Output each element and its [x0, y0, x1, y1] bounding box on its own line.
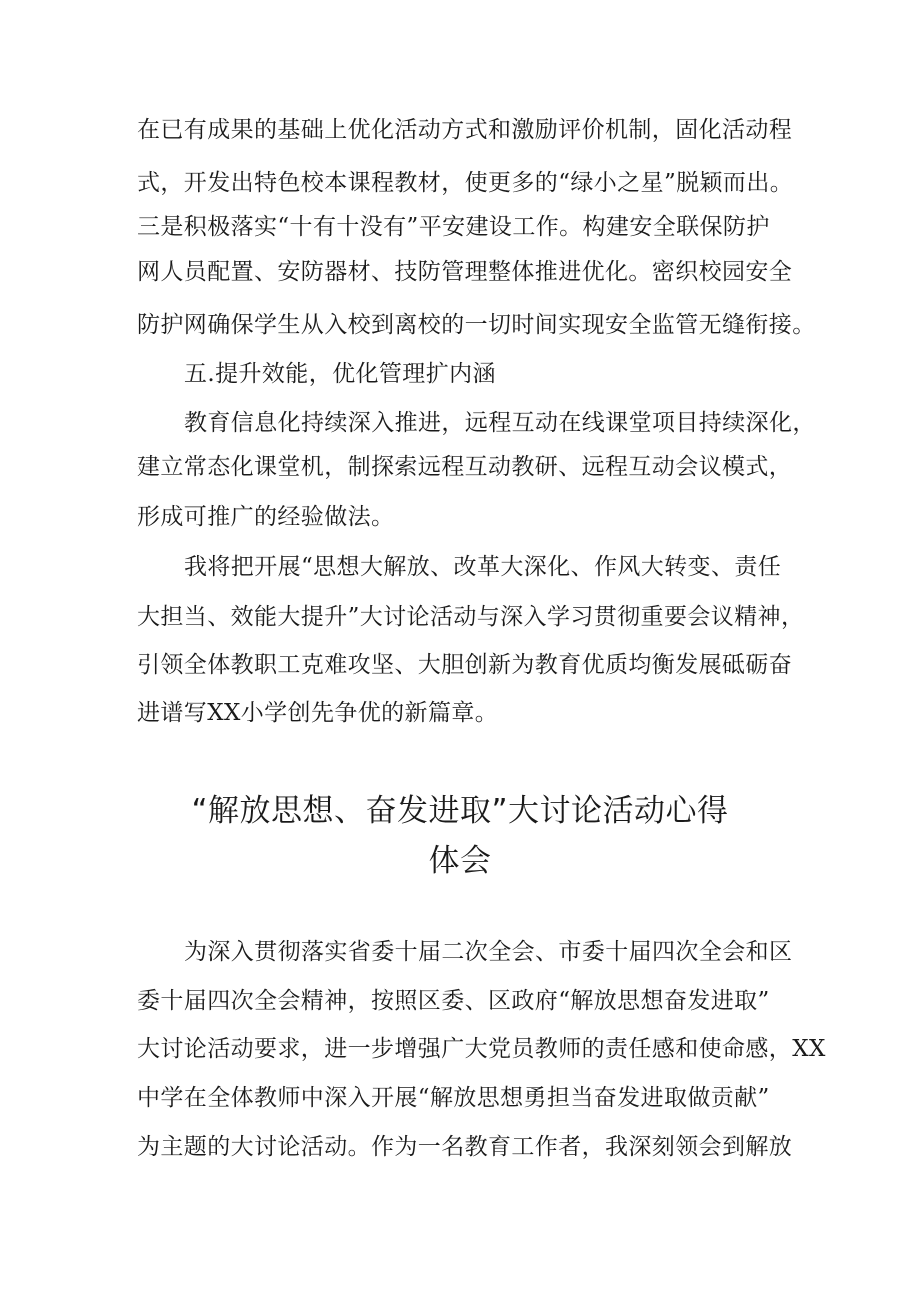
- article-title: “解放思想、奋发进取”大讨论活动心得: [191, 793, 729, 829]
- body-text-line: 中学在全体教师中深入开展“解放思想勇担当奋发进取做贡献”: [137, 1085, 770, 1111]
- body-text-line: 大讨论活动要求，进一步增强广大党员教师的责任感和使命感，XX: [137, 1036, 826, 1062]
- body-text-line: 防护网确保学生从入校到离校的一切时间实现安全监管无缝衔接。: [137, 312, 816, 338]
- body-text-line: 在已有成果的基础上优化活动方式和激励评价机制，固化活动程: [137, 117, 793, 143]
- body-text-line: 为深入贯彻落实省委十届二次全会、市委十届四次全会和区: [184, 939, 793, 965]
- body-text-line: 大担当、效能大提升”大讨论活动与深入学习贯彻重要会议精神，: [137, 604, 805, 630]
- body-text-line: 委十届四次全会精神，按照区委、区政府“解放思想奋发进取”: [137, 988, 770, 1014]
- article-title-continued: 体会: [428, 843, 492, 879]
- body-text-line: 形成可推广的经验做法。: [137, 504, 395, 530]
- body-text-line: 为主题的大讨论活动。作为一名教育工作者，我深刻领会到解放: [137, 1134, 793, 1160]
- body-text-line: 三是积极落实“十有十没有”平安建设工作。构建安全联保防护: [137, 214, 770, 240]
- section-heading: 五.提升效能，优化管理扩内涵: [184, 361, 496, 387]
- body-text-line: 引领全体教职工克难攻坚、大胆创新为教育优质均衡发展砥砺奋: [137, 652, 793, 678]
- body-text-line: 建立常态化课堂机，制探索远程互动教研、远程互动会议模式，: [137, 454, 793, 480]
- body-text-line: 我将把开展“思想大解放、改革大深化、作风大转变、责任: [184, 554, 782, 580]
- body-text-line: 进谱写XX小学创先争优的新篇章。: [137, 700, 499, 726]
- body-text-line: 式，开发出特色校本课程教材，使更多的“绿小之星”脱颖而出。: [137, 170, 794, 196]
- body-text-line: 网人员配置、安防器材、技防管理整体推进优化。密织校园安全: [137, 259, 793, 285]
- body-text-line: 教育信息化持续深入推进，远程互动在线课堂项目持续深化，: [184, 410, 816, 436]
